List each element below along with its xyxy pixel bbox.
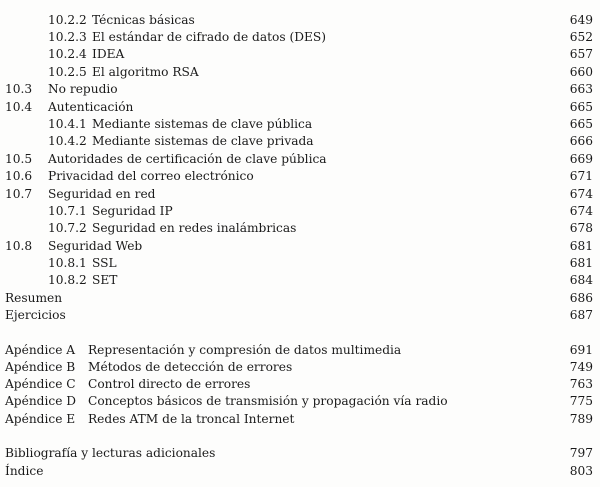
toc-entry (0, 12, 600, 29)
entry-number: Apéndice E (5, 412, 76, 426)
toc-entry (0, 238, 600, 255)
entry-number: 10.7.1 (48, 204, 87, 218)
toc-entry (0, 445, 600, 462)
entry-title: SET (92, 273, 118, 287)
entry-page: 663 (569, 82, 593, 96)
entry-number: 10.7.2 (48, 221, 87, 235)
entry-title: Seguridad en red (48, 187, 156, 201)
toc-entry (0, 359, 600, 376)
toc-entry (0, 272, 600, 289)
toc-entry (0, 255, 600, 272)
entry-number: Apéndice C (5, 377, 76, 391)
entry-title: Seguridad en redes inalámbricas (92, 221, 297, 235)
entry-number: 10.4.2 (48, 134, 87, 148)
entry-title: Seguridad IP (92, 204, 173, 218)
entry-number: 10.2.3 (48, 30, 87, 44)
entry-title: IDEA (92, 47, 125, 61)
entry-page: 797 (569, 446, 593, 460)
entry-number: 10.2.2 (48, 13, 87, 27)
toc-entry (0, 186, 600, 203)
entry-number: 10.3 (5, 82, 33, 96)
toc-entry (0, 307, 600, 324)
entry-title: Redes ATM de la troncal Internet (88, 412, 295, 426)
toc-entry (0, 151, 600, 168)
entry-number: Apéndice D (5, 394, 77, 408)
entry-title: Mediante sistemas de clave pública (92, 117, 313, 131)
toc-entry (0, 116, 600, 133)
entry-number: 10.2.5 (48, 65, 87, 79)
toc-entry (0, 99, 600, 116)
entry-title: Autenticación (48, 100, 134, 114)
entry-title: Privacidad del correo electrónico (48, 169, 254, 183)
entry-page: 803 (569, 464, 593, 478)
entry-title: El algoritmo RSA (92, 65, 199, 79)
entry-title: Ejercicios (5, 308, 66, 322)
entry-title: Mediante sistemas de clave privada (92, 134, 314, 148)
toc-entry (0, 168, 600, 185)
entry-title: Control directo de errores (88, 377, 251, 391)
entry-page: 684 (569, 273, 593, 287)
entry-page: 749 (569, 360, 593, 374)
entry-number: Apéndice A (5, 343, 76, 357)
entry-page: 789 (569, 412, 593, 426)
entry-page: 652 (569, 30, 593, 44)
entry-title: Métodos de detección de errores (88, 360, 293, 374)
entry-page: 649 (569, 13, 593, 27)
entry-page: 669 (569, 152, 593, 166)
toc-entry (0, 220, 600, 237)
entry-number: 10.7 (5, 187, 33, 201)
toc-entry (0, 463, 600, 480)
entry-page: 691 (569, 343, 593, 357)
entry-title: El estándar de cifrado de datos (DES) (92, 30, 326, 44)
entry-title: Resumen (5, 291, 63, 305)
entry-title: SSL (92, 256, 117, 270)
entry-page: 687 (569, 308, 593, 322)
toc-entry (0, 203, 600, 220)
entry-number: 10.8.1 (48, 256, 87, 270)
entry-number: 10.8.2 (48, 273, 87, 287)
entry-number: Apéndice B (5, 360, 76, 374)
entry-page: 775 (569, 394, 593, 408)
entry-page: 681 (569, 256, 593, 270)
entry-title: No repudio (48, 82, 118, 96)
entry-number: 10.2.4 (48, 47, 87, 61)
toc-entry (0, 29, 600, 46)
entry-title: Seguridad Web (48, 239, 143, 253)
entry-page: 674 (569, 187, 593, 201)
entry-page: 665 (569, 100, 593, 114)
entry-page: 681 (569, 239, 593, 253)
entry-page: 686 (569, 291, 593, 305)
entry-page: 666 (569, 134, 593, 148)
entry-title: Índice (5, 464, 44, 478)
toc-entry (0, 393, 600, 410)
entry-title: Conceptos básicos de transmisión y propagación vía radio (88, 394, 448, 408)
entry-title: Técnicas básicas (92, 13, 195, 27)
toc-entry (0, 376, 600, 393)
toc-entry (0, 411, 600, 428)
entry-title: Representación y compresión de datos multimedia (88, 343, 402, 357)
entry-page: 678 (569, 221, 593, 235)
entry-number: 10.8 (5, 239, 33, 253)
toc-entry (0, 133, 600, 150)
entry-page: 763 (569, 377, 593, 391)
toc-entry (0, 64, 600, 81)
toc-entry (0, 290, 600, 307)
toc-entry (0, 81, 600, 98)
entry-number: 10.5 (5, 152, 33, 166)
entry-title: Bibliografía y lecturas adicionales (5, 446, 216, 460)
entry-number: 10.6 (5, 169, 33, 183)
entry-page: 671 (569, 169, 593, 183)
toc-entry (0, 46, 600, 63)
toc-entry (0, 342, 600, 359)
entry-page: 674 (569, 204, 593, 218)
entry-title: Autoridades de certificación de clave pública (48, 152, 327, 166)
entry-page: 665 (569, 117, 593, 131)
entry-page: 657 (569, 47, 593, 61)
entry-page: 660 (569, 65, 593, 79)
entry-number: 10.4 (5, 100, 33, 114)
entry-number: 10.4.1 (48, 117, 87, 131)
